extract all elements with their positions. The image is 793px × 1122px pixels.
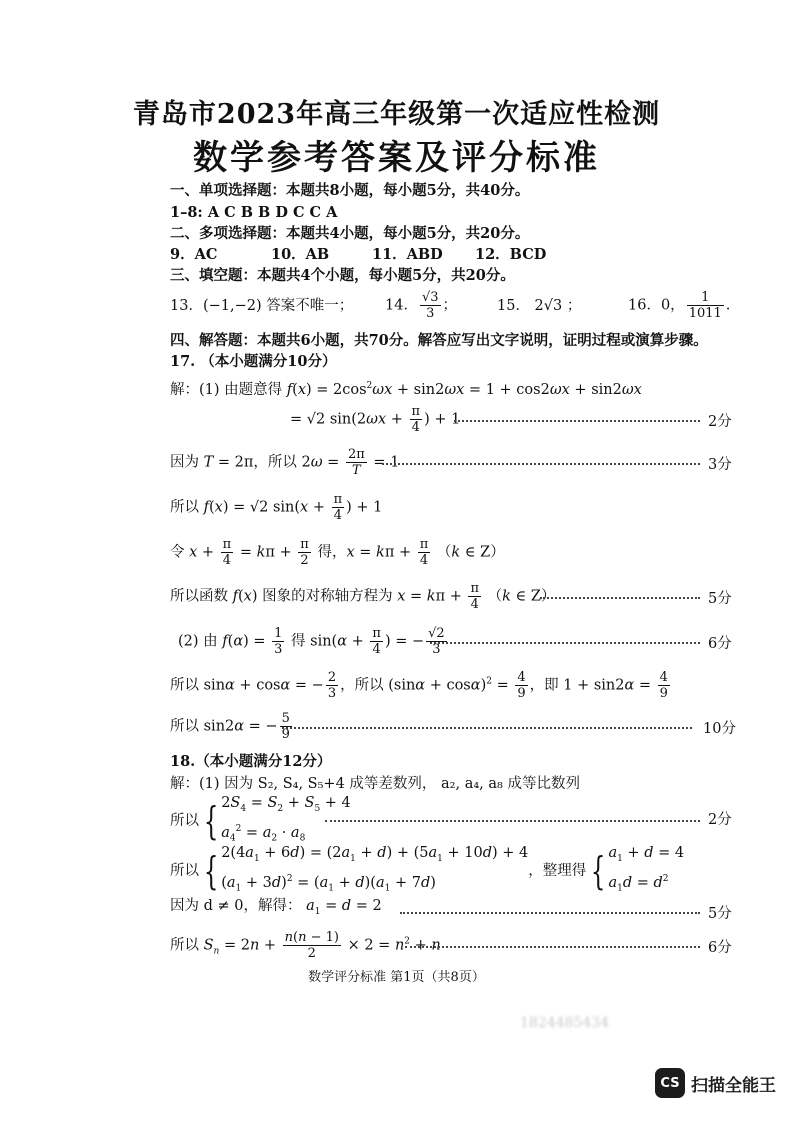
answer-q15: 15． 2√3 ； [497,298,582,314]
exam-title: 青岛市2023年高三年级第一次适应性检测 [132,99,661,130]
q18-header: 18.（本小题满分12分） [170,753,332,770]
dot-leader [325,820,700,822]
answer-q16: 16．0， $\frac{1}{1011}$ . [628,290,731,321]
section-4-heading: 四、解答题：本题共6小题，共70分。解答应写出文字说明，证明过程或演算步骤。 [170,332,708,349]
dot-leader [382,463,700,465]
section-1-answers: 1–8: A C B B D C C A [170,204,338,221]
q17-header: 17. （本小题满分10分） [170,353,337,370]
score-label: 6分 [708,636,732,652]
q18-line-1: 解：(1) 因为 S₂, S₄, S₅+4 成等差数列， a₂, a₄, a₈ 成等比数列 [170,776,580,792]
answer-q11: 11．ABD [372,246,443,263]
answer-q14: 14． $\frac{√3}{3}$ ； [385,290,458,321]
answer-q9: 9．AC [170,246,218,263]
q17-line-1: 解：(1) 由题意得 $f(x) = 2\cos^2\omega x + \sin 2\omega x = 1 + \cos 2\omega x + \sin 2\omega x$ [170,381,642,398]
watermark: 1824485434 [520,1015,610,1031]
q17-line-7: (2) 由 f(α) = $\frac{1}{3}$ 得 sin(α + $\frac{\pi}{4}$ ) = − $\frac{√2}{3}$ [178,626,445,657]
q17-line-8: 所以 sinα + cosα = − $\frac{2}{3}$ ，所以 $(\sin\alpha + \cos\alpha)^2$ = $\frac{4}{9}$ ，即 1 + sin2α = $\frac{4}{9}$ [170,670,668,701]
q17-line-5: 令 x + $\frac{\pi}{4}$ = kπ + $\frac{\pi}{2}$ 得，x = kπ + $\frac{\pi}{4}$ （k ∈ Z） [170,537,505,568]
q18-line-4: 因为 d ≠ 0，解得： $a_1 = d = 2$ [170,898,382,917]
camscanner-icon: CS [655,1068,685,1098]
q18-line-5: 所以 $S_n = 2n$ + $\frac{n(n - 1)}{2}$ × $2 = n^2 + n$ [170,930,441,961]
answer-q10: 10．AB [271,246,330,263]
score-label: 5分 [708,906,732,922]
dot-leader [430,642,700,644]
score-label: 2分 [708,414,732,430]
dot-leader [400,912,700,914]
score-label: 3分 [708,457,732,473]
answer-q13: 13．(−1,−2) 答案不唯一； [170,298,354,314]
section-2-heading: 二、多项选择题：本题共4小题，每小题5分，共20分。 [170,225,530,242]
dot-leader [454,420,700,422]
score-label: 10分 [703,721,736,737]
dot-leader [405,946,700,948]
q18-line-2: 所以 { $2S_4 = S_2 + S_5 + 4$ $a_4^2 = a_2 \cdot a_8$ [170,795,351,844]
scanner-badge [655,1068,776,1098]
answer-q12: 12．BCD [475,246,547,263]
page-footer: 数学评分标准 第1页（共8页） [308,970,485,985]
q17-line-6: 所以函数 f(x) 图象的对称轴方程为 x = kπ + $\frac{\pi}{4}$ （k ∈ Z） [170,581,556,612]
q17-line-9: 所以 sin2α = − $\frac{5}{9}$ [170,711,290,742]
q18-line-3: 所以 { $2(4a_1 + 6d) = (2a_1 + d) + (5a_1 + 10d) + 4$ $(a_1 + 3d)^2 = (a_1 + d)(a_1 + 7d)$，整理得 { $a_1 + d = 4$ $a_1d = d^2$ [170,845,685,894]
q17-line-2: = √2 sin(2ωx + $\frac{\pi}{4}$ ) + 1 [290,404,461,435]
section-3-heading: 三、填空题：本题共4个小题，每小题5分，共20分。 [170,267,515,284]
q17-line-4: 所以 f(x) = √2 sin(x + $\frac{\pi}{4}$ ) + 1 [170,492,383,523]
section-1-heading: 一、单项选择题：本题共8小题，每小题5分，共40分。 [170,182,530,199]
doc-title: 数学参考答案及评分标准 [193,138,600,178]
dot-leader [282,727,692,729]
dot-leader [540,597,700,599]
score-label: 5分 [708,591,732,607]
scanner-name: 扫描全能王 [691,1075,776,1096]
score-label: 6分 [708,940,732,956]
q17-line-3: 因为 T = 2π，所以 2ω = $\frac{2\pi}{T}$ = 1 [170,447,400,478]
score-label: 2分 [708,812,732,828]
